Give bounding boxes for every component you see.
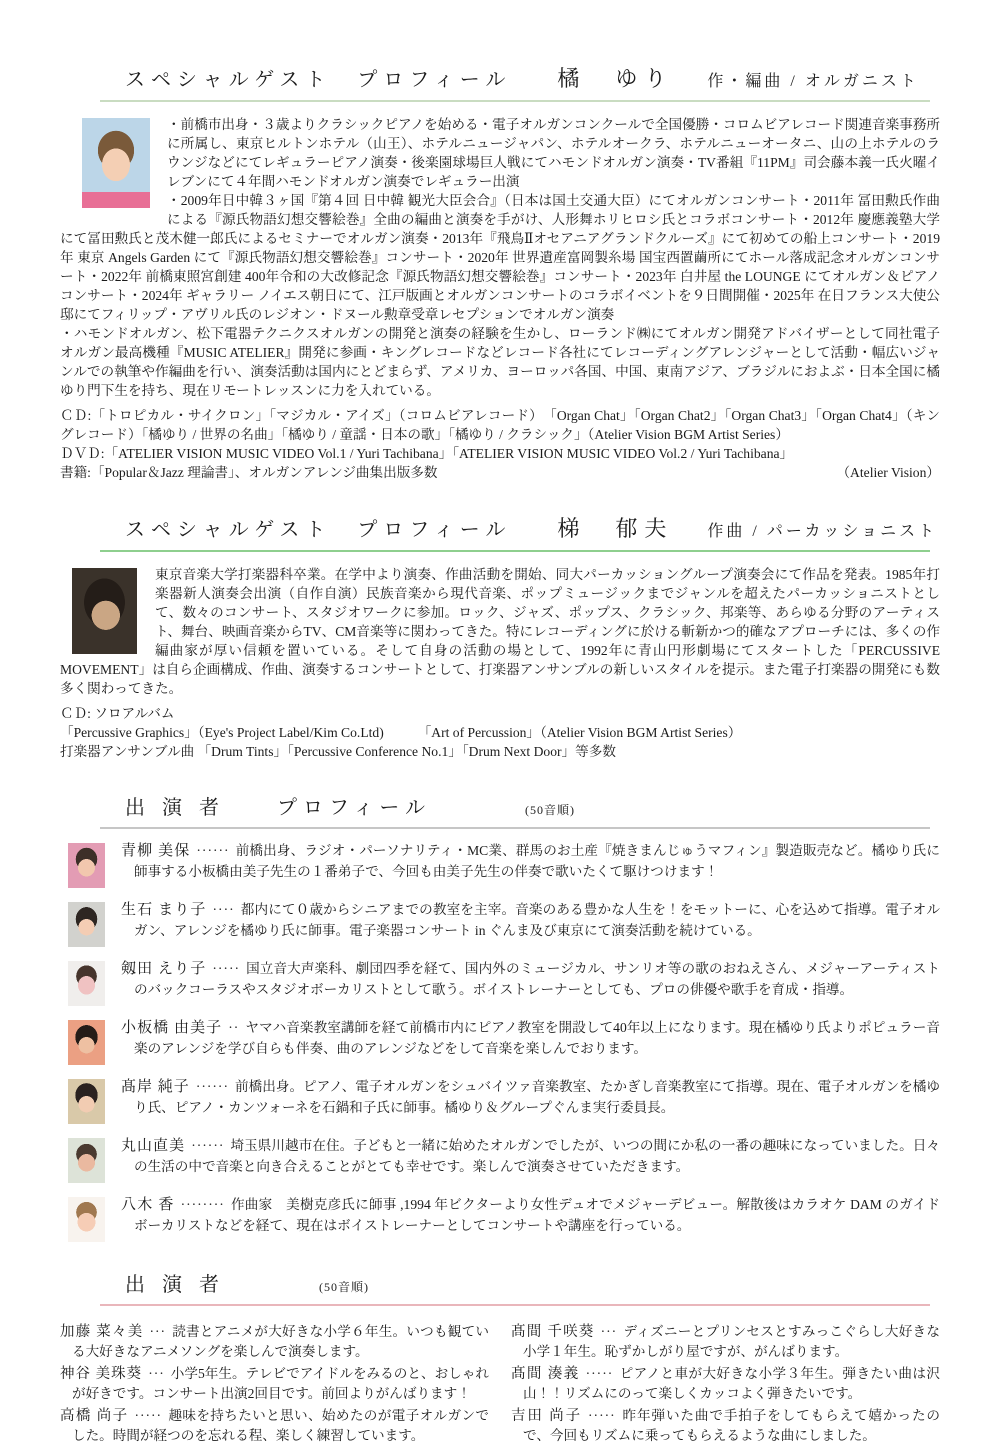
performer-photo — [68, 843, 105, 888]
cd-label: ＣＤ: ソロアルバム — [60, 706, 175, 721]
leader-dots: ······ — [196, 843, 230, 858]
leader-dots: ······ — [191, 1138, 225, 1153]
performer-text — [121, 1195, 940, 1242]
guest-profile-section-kakehashi — [60, 512, 940, 761]
leader-dots: ····· — [585, 1366, 614, 1381]
book-list-publisher: （Atelier Vision） — [836, 465, 940, 480]
section-header — [100, 1268, 930, 1306]
performer-row — [68, 1018, 940, 1065]
performer-name: 青柳 美保 — [121, 843, 191, 859]
performer-name: 八木 香 — [121, 1197, 175, 1213]
bio-paragraph: 東京音楽大学打楽器科卒業。在学中より演奏、作曲活動を開始、同大パーカッショングループ演奏会にて作品を発表。1985年打楽器新人演奏会出演（自作自演）民族音楽から現代音楽、ポップミュージックまでジャンルを超えたパーカッショニストとして、数々のコンサート、スタジオワークに参加。ロック、ジャズ、ポップス、クラシック、邦楽等、あらゆる分野のアーティスト、舞台、映画音楽からTV、CM音楽等に関わってきた。特にレコーディングに於ける斬新かつ的確なアプローチには、多くの作編曲家が厚い信頼を置いている。そして自身の活動の場として、1992年に青山円形劇場にてスタートした「PERCUSSIVE MOVEMENT」は自ら企画構成、作曲、演奏するコンサートとして、打楽器アンサンブルの新しいスタイルを提示。また電子打楽器の開発にも数多く関わってきた。 — [60, 567, 940, 696]
bio-paragraph: ・前橋市出身・３歳よりクラシックピアノを始める・電子オルガンコンクールで全国優勝・コロムビアレコード関連音楽事務所に所属し、東京ヒルトンホテル（山王）、ホテルニュージャパン、ホテルオークラ、ホテルニューオータニ、山の上ホテルのラウンジなどにてレギュラーピアノ演奏・後楽園球場巨人戦にてハモンドオルガン演奏・TV番組『11PM』司会藤本義一氏火曜イレブンにて４年間ハモンドオルガン演奏でレギュラー出演 — [167, 117, 940, 189]
performer-row — [68, 1136, 940, 1183]
performer-desc: 国立音大声楽科、劇団四季を経て、国内外のミュージカル、サンリオ等の歌のおねえさん、メジャーアーティストのバックコーラスやスタジオボーカリストとして歌う。ボイストレーナーとしても、プロの俳優や歌手を育成・指導。 — [134, 961, 940, 997]
kid-name: 髙間 千咲葵 — [511, 1324, 595, 1340]
guest-bio — [60, 565, 940, 761]
performer-desc: 埼玉県川越市在住。子どもと一緒に始めたオルガンでしたが、いつの間にか私の一番の趣味になっていました。日々の生活の中で音楽と向き合えることがとても幸せです。楽しんで演奏させていただきます。 — [134, 1138, 940, 1174]
bio-paragraph: ・2009年日中韓３ヶ国『第４回 日中韓 観光大臣会合』（日本は国土交通大臣）にてオルガンコンサート・2011年 冨田勲氏作曲による『源氏物語幻想交響絵巻』全曲の編曲と演奏を手がけ、人形舞ホリヒロシ氏とコラボコンサート・2012年 慶應義塾大学にて冨田勲氏と茂木健一郎氏によるセミナーでオルガン演奏・2013年『飛鳥Ⅱオセアニアグランドクルーズ』にて初めての船上コンサート・2019年 東京 Angels Garden にて『源氏物語幻想交響絵巻』コンサート・2020年 世界遺産富岡製糸場 国宝西置繭所にてホール落成記念オルガンコンサート・2022年 前橋東照宮創建 400年令和の大改修記念『源氏物語幻想交響絵巻』コンサート・2023年 白井屋 the LOUNGE にてオルガン＆ピアノコンサート・2024年 ギャラリー ノイエス朝日にて、江戸版画とオルガンコンサートのコラボイベントを９日間開催・2025年 在日フランス大使公邸にてフィリップ・アヴリル氏のレジオン・ドヌール勲章受章レセプションでオルガン演奏 — [60, 193, 940, 322]
kid-entry — [511, 1322, 940, 1362]
section-title: 出 演 者 プロフィール — [125, 797, 431, 819]
performer-text — [121, 1136, 940, 1183]
section-title: 出 演 者 — [125, 1274, 225, 1296]
leader-dots: ·· — [228, 1020, 240, 1035]
book-list — [60, 463, 940, 482]
kid-desc: 読書とアニメが大好きな小学６年生。いつも観ている大好きなアニメソングを楽しんで演奏します。 — [72, 1324, 489, 1359]
performer-desc: ヤマハ音楽教室講師を経て前橋市内にピアノ教室を開設して40年以上になります。現在橘ゆり氏よりポピュラー音楽のアレンジを学び自らも伴奏、曲のアレンジなどをして音楽を楽しんでおります。 — [134, 1020, 940, 1056]
performer-text — [121, 841, 940, 888]
performer-photo — [68, 1138, 105, 1183]
performer-text — [121, 959, 940, 1006]
leader-dots: ····· — [134, 1408, 163, 1423]
kids-columns — [60, 1322, 940, 1448]
performer-desc: 作曲家 美樹克彦氏に師事 ,1994 年ビクターより女性デュオでメジャーデビュー。解散後はカラオケ DAM のガイドボーカリストなどを経て、現在はボイストレーナーとしてコンサートや講座を行っている。 — [134, 1197, 940, 1233]
guest-profile-section-tachibana — [60, 62, 940, 482]
kid-desc: 昨年弾いた曲で手拍子をしてもらえて嬉かったので、今回もリズムに乗ってもらえるような曲にしました。 — [523, 1408, 941, 1443]
kid-entry — [511, 1364, 940, 1404]
leader-dots: ······ — [195, 1079, 229, 1094]
kids-performers-section — [60, 1268, 940, 1448]
performer-text — [121, 1018, 940, 1065]
performer-row — [68, 1195, 940, 1242]
kid-name: 加藤 菜々美 — [60, 1324, 144, 1340]
section-header — [100, 62, 930, 102]
performer-photo — [68, 961, 105, 1006]
section-title: スペシャルゲスト プロフィール — [125, 69, 512, 91]
leader-dots: ··· — [148, 1366, 165, 1381]
performer-text — [121, 900, 940, 947]
performer-row — [68, 900, 940, 947]
leader-dots: ····· — [588, 1408, 616, 1423]
cd-list: 「Percussive Graphics」（Eye's Project Label/Kim Co.Ltd) 「Art of Percussion」（Atelier Vision BGM Artist Series） — [60, 725, 742, 740]
kid-name: 高橋 尚子 — [60, 1408, 129, 1424]
order-note: (50音順) — [319, 1280, 369, 1294]
performer-row — [68, 959, 940, 1006]
guest-name: 梯 郁夫 — [557, 516, 674, 541]
kid-name: 吉田 尚子 — [511, 1408, 583, 1424]
kid-entry — [60, 1322, 489, 1362]
performer-name: 生石 まり子 — [121, 902, 207, 918]
kids-column-left — [60, 1322, 489, 1448]
section-header — [100, 512, 938, 552]
performer-text — [121, 1077, 940, 1124]
guest-role: 作・編曲 / オルガニスト — [707, 73, 919, 90]
leader-dots: ········ — [180, 1197, 225, 1212]
kids-column-right — [511, 1322, 940, 1448]
performer-desc: 前橋出身。ピアノ、電子オルガンをシュバイツァ音楽教室、たかぎし音楽教室にて指導。現在、電子オルガンを橘ゆり氏、ピアノ・カンツォーネを石鍋和子氏に師事。橘ゆり＆グループぐんま実行委員長。 — [134, 1079, 940, 1115]
guest-bio — [60, 115, 940, 482]
kid-entry — [60, 1364, 489, 1404]
leader-dots: ··· — [149, 1324, 167, 1339]
section-title: スペシャルゲスト プロフィール — [125, 519, 512, 541]
kid-desc: 趣味を持ちたいと思い、始めたのが電子オルガンでした。時間が経つのを忘れる程、楽しく練習しています。 — [72, 1408, 490, 1443]
performer-name: 剱田 えり子 — [121, 961, 207, 977]
performer-photo — [68, 1079, 105, 1124]
cd-list: ＣＤ:「トロピカル・サイクロン」「マジカル・アイズ」（コロムビアレコード） 「Organ Chat」「Organ Chat2」「Organ Chat3」「Organ Chat4」（キングレコード）「橘ゆり / 世界の名曲」「橘ゆり / 童謡・日本の歌」「橘ゆり / クラシック」（Atelier Vision BGM Artist Series） — [60, 408, 940, 442]
order-note: (50音順) — [525, 803, 575, 817]
guest-portrait-photo — [82, 118, 150, 208]
guest-name: 橘 ゆり — [557, 66, 674, 91]
leader-dots: ··· — [600, 1324, 618, 1339]
performer-name: 丸山直美 — [121, 1138, 186, 1154]
kid-name: 髙間 湊義 — [511, 1366, 580, 1382]
guest-role: 作曲 / パーカッショニスト — [707, 523, 938, 540]
performer-row — [68, 1077, 940, 1124]
leader-dots: ····· — [212, 961, 240, 976]
performer-photo — [68, 1197, 105, 1242]
kid-entry — [60, 1406, 489, 1446]
kid-desc: ピアノと車が大好きな小学３年生。弾きたい曲は沢山！！リズムにのって楽しくカッコよく弾きたいです。 — [523, 1366, 940, 1401]
cd-list: 打楽器アンサンブル曲 「Drum Tints」「Percussive Conference No.1」「Drum Next Door」等多数 — [60, 744, 616, 759]
section-header — [100, 791, 930, 829]
performer-name: 小板橋 由美子 — [121, 1020, 223, 1036]
kid-desc: 小学5年生。テレビでアイドルをみるのと、おしゃれが好きです。コンサート出演2回目です。前回よりがんばります！ — [72, 1366, 489, 1401]
performer-desc: 都内にて０歳からシニアまでの教室を主宰。音楽のある豊かな人生を！をモットーに、心を込めて指導。電子オルガン、アレンジを橘ゆり氏に師事。電子楽器コンサート in ぐんま及び東京にて演奏活動を続けている。 — [134, 902, 940, 938]
performer-profiles-section — [60, 791, 940, 1242]
kid-name: 神谷 美珠葵 — [60, 1366, 143, 1382]
bio-paragraph: ・ハモンドオルガン、松下電器テクニクスオルガンの開発と演奏の経験を生かし、ローランド㈱にてオルガン開発アドバイザーとして同社電子オルガン最高機種『MUSIC ATELIER』開発に参画・キングレコードなどレコード各社にてレコーディングアレンジャーとして活動・幅広いジャンルでの執筆や作編曲を行い、演奏活動は国内にとどまらず、アメリカ、ヨーロッパ各国、中国、東南アジア、ブラジルにおよぶ・日本全国に橘ゆり門下生を持ち、現在リモートレッスンに力を入れている。 — [60, 326, 940, 398]
book-list-text: 書籍:「Popular＆Jazz 理論書」、オルガンアレンジ曲集出版多数 — [60, 465, 438, 480]
kid-entry — [511, 1406, 940, 1446]
performer-photo — [68, 902, 105, 947]
performer-row — [68, 841, 940, 888]
performer-photo — [68, 1020, 105, 1065]
guest-portrait-photo — [72, 568, 137, 654]
dvd-list: ＤＶＤ:「ATELIER VISION MUSIC VIDEO Vol.1 / Yuri Tachibana」「ATELIER VISION MUSIC VIDEO Vol.2 / Yuri Tachibana」 — [60, 446, 794, 461]
leader-dots: ···· — [212, 902, 235, 917]
performer-desc: 前橋出身、ラジオ・パーソナリティ・MC業、群馬のお土産『焼きまんじゅうマフィン』製造販売など。橘ゆり氏に師事する小板橋由美子先生の１番弟子で、今回も由美子先生の伴奏で歌いたくて駆けつけます！ — [134, 843, 940, 879]
performer-name: 髙岸 純子 — [121, 1079, 190, 1095]
kid-desc: ディズニーとプリンセスとすみっこぐらし大好きな小学１年生。恥ずかしがり屋ですが、がんばります。 — [523, 1324, 940, 1359]
